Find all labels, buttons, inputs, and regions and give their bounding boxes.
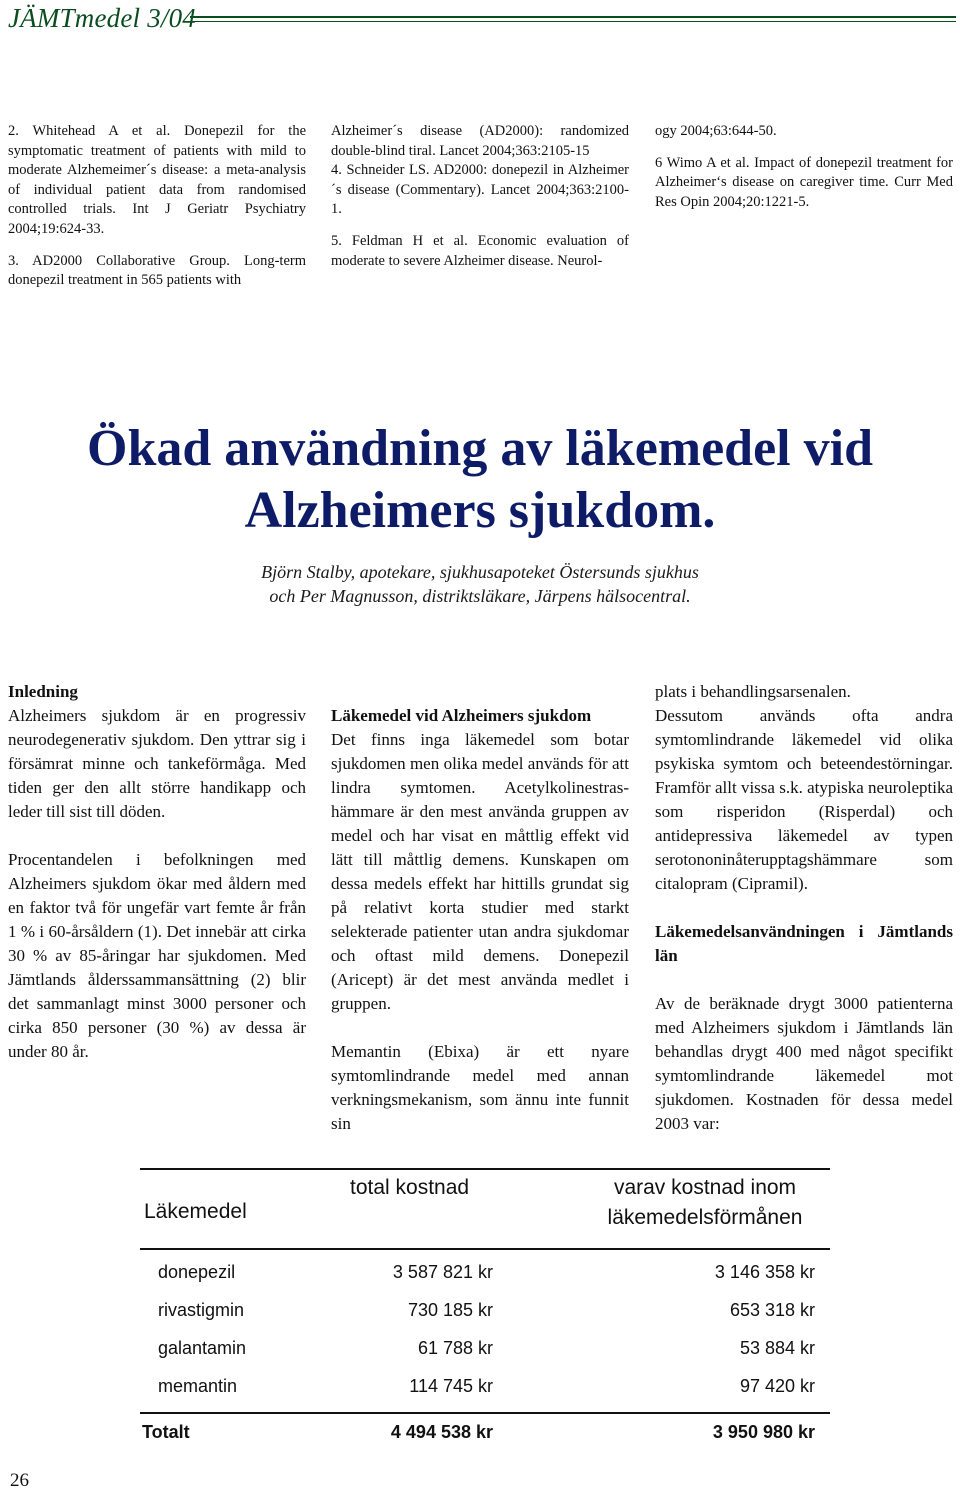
- table-rule-mid: [140, 1248, 830, 1250]
- article-headline: [0, 418, 960, 542]
- header-total: total kostnad: [350, 1176, 470, 1199]
- headline-line-1: Ökad användning av läkemedel vid: [87, 420, 873, 477]
- section-heading-inledning: Inledning: [8, 682, 78, 701]
- body-column-1: [8, 680, 306, 1088]
- paragraph: Memantin (Ebixa) är ett nyare symtomlindrande medel med annan verkningsmekanism, som ännu inte funnit sin: [331, 1042, 629, 1133]
- table-rule-top: [140, 1168, 830, 1170]
- row-total: 730 185 kr: [407, 1300, 493, 1320]
- row-drug: rivastigmin: [158, 1300, 245, 1320]
- row-drug: memantin: [158, 1376, 238, 1396]
- row-total: 114 745 kr: [409, 1376, 493, 1396]
- table-rule-bottom: [140, 1412, 830, 1414]
- references-column-2: [331, 122, 629, 271]
- references-column-1: [8, 122, 306, 291]
- headline-line-2: Alzheimers sjukdom.: [244, 482, 716, 539]
- publication-title: JÄMTmedel 3/04: [8, 3, 197, 33]
- row-total: 61 788 kr: [417, 1338, 493, 1358]
- totals-label: Totalt: [142, 1422, 190, 1442]
- paragraph: plats i behandlingsarsenalen.: [655, 682, 851, 701]
- references-column-3: [655, 122, 953, 212]
- reference-4: 4. Schneider LS. AD2000: donepezil in Alzheimer´s disease (Commentary). Lancet 2004;363:2100-1.: [331, 162, 629, 218]
- section-heading-jamtland: Läkemedelsanvändningen i Jämtlands län: [655, 922, 953, 965]
- row-drug: donepezil: [158, 1262, 236, 1282]
- header-benefit-line-1: varav kostnad inom: [613, 1176, 797, 1199]
- row-benefit: 653 318 kr: [729, 1300, 815, 1320]
- paragraph: Procentandelen i befolkningen med Alzheimers sjukdom ökar med åldern med en faktor två för ungefär vart femte år från 1 % i 60-årsåldern (1). Det innebär att cirka 30 % av 85-åringar har sjukdomen. Med Jämtlands ålderssammansättning (2) blir det sammanlagt minst 3000 personer och cirka 850 personer (30 %) av dessa är under 80 år.: [8, 850, 306, 1061]
- paragraph: Dessutom används ofta andra symtomlindrande läkemedel vid olika psykiska symtom och beteendestörningar. Framför allt vissa s.k. atypiska neuroleptika som risperidon (Risperdal) och antidepressiva läkemedel av typen serotononinåterupptagshämmare som citalopram (Cipramil).: [655, 706, 953, 893]
- header-benefit-line-2: läkemedelsförmånen: [607, 1206, 803, 1229]
- reference-2: 2. Whitehead A et al. Donepezil for the symptomatic treatment of patients with mild to moderate Alzhemeimer´s disease: a meta-analysis of individual patient data from randomised controlled trials. Int J Geriatr Psychiatry 2004;19:624-33.: [8, 123, 306, 237]
- row-benefit: 53 884 kr: [739, 1338, 815, 1358]
- body-column-2: [331, 704, 629, 1160]
- byline-line-2: och Per Magnusson, distriktsläkare, Järpens hälsocentral.: [269, 586, 691, 606]
- paragraph: Alzheimers sjukdom är en progressiv neurodegenerativ sjukdom. Den yttrar sig i försämrat minne och tankeförmåga. Med tiden ger den allt större handikapp och leder till sist till döden.: [8, 706, 306, 821]
- page-number: 26: [10, 1470, 29, 1491]
- byline-line-1: Björn Stalby, apotekare, sjukhusapoteket Östersunds sjukhus: [261, 562, 699, 582]
- reference-6: 6 Wimo A et al. Impact of donepezil treatment for Alzheimer‘s disease on caregiver time. Curr Med Res Opin 2004;20:1221-5.: [655, 154, 953, 210]
- paragraph: Av de beräknade drygt 3000 patienterna med Alzheimers sjukdom i Jämtlands län behandlas drygt 400 med något specifikt symtomlindrande läkemedel mot sjukdomen. Kostnaden för dessa medel 2003 var:: [655, 994, 953, 1133]
- row-benefit: 3 146 358 kr: [714, 1262, 815, 1282]
- masthead: [0, 0, 960, 40]
- header-drug: Läkemedel: [144, 1200, 247, 1223]
- paragraph: Det finns inga läkemedel som botar sjukdomen men olika medel används för att lindra symtomen. Acetylkolinestras-hämmare är den mest använda gruppen av medel och har visat en måttlig effekt vid lätt till måttlig demens. Kunskapen om dessa medels effekt har hittills grundat sig på relativt korta studier med starkt selekterade patienter utan andra sjukdomar och oftast mild demens. Donepezil (Aricept) är det mest använda medlet i gruppen.: [331, 730, 629, 1013]
- row-drug: galantamin: [158, 1338, 247, 1358]
- row-total: 3 587 821 kr: [392, 1262, 493, 1282]
- body-column-3: [655, 680, 953, 1160]
- article-byline: [0, 560, 960, 608]
- row-benefit: 97 420 kr: [739, 1376, 815, 1396]
- reference-5: 5. Feldman H et al. Economic evaluation of moderate to severe Alzheimer disease. Neurol-: [331, 232, 629, 269]
- reference-3-cont: Alzheimer´s disease (AD2000): randomized double-blind tiral. Lancet 2004;363:2105-15: [331, 123, 629, 159]
- totals-benefit: 3 950 980 kr: [712, 1422, 815, 1442]
- section-heading-lakemedel: Läkemedel vid Alzheimers sjukdom: [331, 706, 592, 725]
- reference-5-cont: ogy 2004;63:644-50.: [655, 123, 777, 139]
- totals-total: 4 494 538 kr: [390, 1422, 493, 1442]
- reference-3: 3. AD2000 Collaborative Group. Long-term donepezil treatment in 565 patients with: [8, 252, 306, 289]
- masthead-rule: [190, 16, 956, 22]
